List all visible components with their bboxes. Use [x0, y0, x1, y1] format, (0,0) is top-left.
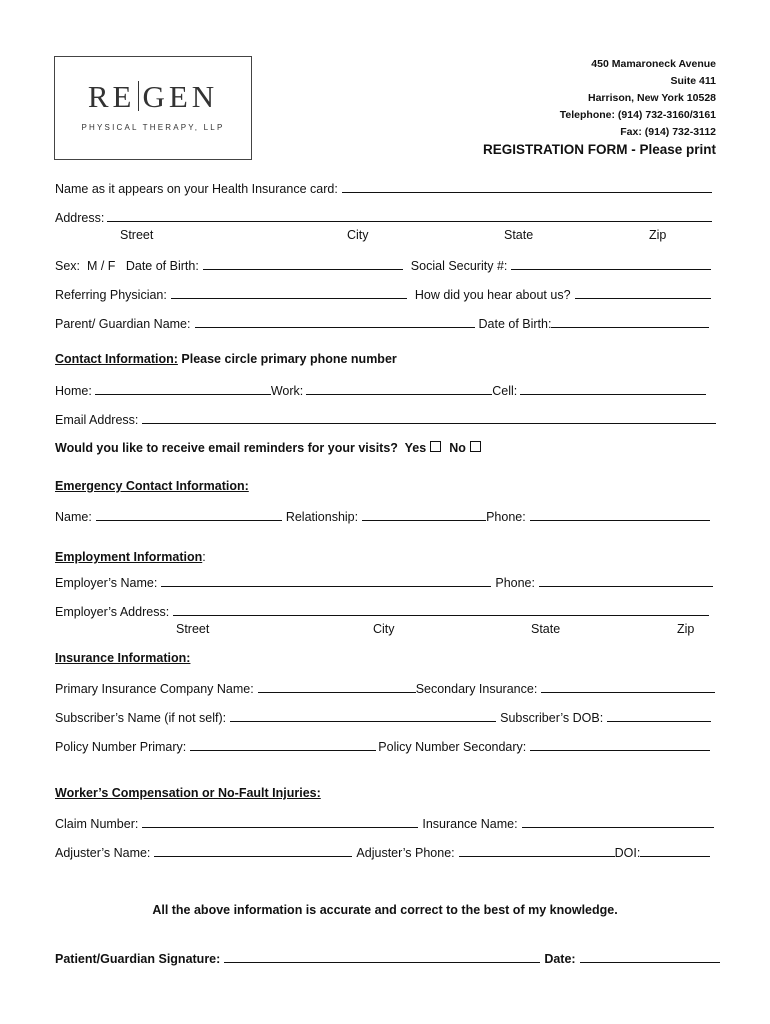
employment-colon: :	[202, 550, 206, 564]
adjuster-row	[55, 844, 710, 860]
relationship-label: Relationship:	[285, 510, 359, 524]
signature-row	[55, 950, 720, 966]
no-checkbox[interactable]	[470, 441, 481, 452]
subscriber-label: Subscriber’s Name (if not self):	[55, 711, 227, 725]
employer-street-caption: Street	[176, 622, 210, 636]
name-row	[55, 180, 712, 196]
employer-phone-field[interactable]	[539, 574, 713, 587]
accuracy-statement: All the above information is accurate and correct to the best of my knowledge.	[152, 903, 618, 917]
signature-date-label: Date:	[544, 952, 576, 966]
emergency-phone-field[interactable]	[530, 508, 710, 521]
contact-note: Please circle primary phone number	[177, 352, 397, 366]
signature-label: Patient/Guardian Signature:	[55, 952, 221, 966]
signature-date-field[interactable]	[580, 950, 720, 963]
address-row	[55, 209, 712, 225]
work-field[interactable]	[306, 382, 492, 395]
secondary-insurance-label: Secondary Insurance:	[415, 682, 538, 696]
sex-dob-label: Sex: M / F Date of Birth:	[55, 259, 199, 273]
subscriber-dob-label: Subscriber’s DOB:	[500, 711, 604, 725]
subscriber-row	[55, 709, 711, 725]
employer-zip-caption: Zip	[677, 622, 695, 636]
address-zip-caption: Zip	[649, 228, 667, 242]
policy-primary-label: Policy Number Primary:	[55, 740, 187, 754]
primary-insurance-label: Primary Insurance Company Name:	[55, 682, 254, 696]
no-label: No	[449, 441, 466, 455]
logo-wordmark: RE GEN	[87, 79, 219, 114]
address-state-caption: State	[504, 228, 534, 242]
address-city-caption: City	[347, 228, 369, 242]
hear-label: How did you hear about us?	[414, 288, 571, 302]
ssn-label: Social Security #:	[410, 259, 508, 273]
address-fax: Fax: (914) 732-3112	[620, 126, 716, 138]
claim-row	[55, 815, 714, 831]
address-field[interactable]	[107, 209, 712, 222]
policy-secondary-field[interactable]	[530, 738, 710, 751]
emergency-heading-row	[55, 479, 249, 493]
doi-label: DOI:	[614, 846, 641, 860]
guardian-field[interactable]	[195, 315, 475, 328]
emergency-row	[55, 508, 710, 524]
employer-address-field[interactable]	[173, 603, 709, 616]
adjuster-phone-field[interactable]	[459, 844, 615, 857]
email-field[interactable]	[142, 411, 716, 424]
address-label: Address:	[55, 211, 105, 225]
cell-field[interactable]	[520, 382, 706, 395]
work-label: Work:	[270, 384, 304, 398]
signature-field[interactable]	[224, 950, 540, 963]
employer-phone-label: Phone:	[495, 576, 535, 590]
address-telephone: Telephone: (914) 732-3160/3161	[559, 109, 716, 121]
policy-primary-field[interactable]	[190, 738, 376, 751]
emergency-heading: Emergency Contact Information:	[55, 479, 249, 493]
cell-label: Cell:	[492, 384, 518, 398]
home-field[interactable]	[95, 382, 271, 395]
subscriber-dob-field[interactable]	[607, 709, 711, 722]
address-street: 450 Mamaroneck Avenue	[591, 58, 716, 70]
employment-heading-row	[55, 550, 206, 564]
hear-field[interactable]	[575, 286, 711, 299]
doi-field[interactable]	[640, 844, 710, 857]
emergency-name-label: Name:	[55, 510, 92, 524]
adjuster-phone-label: Adjuster’s Phone:	[356, 846, 455, 860]
guardian-dob-field[interactable]	[551, 315, 709, 328]
referring-row	[55, 286, 711, 302]
employer-address-row	[55, 603, 709, 619]
employer-state-caption: State	[531, 622, 561, 636]
adjuster-label: Adjuster’s Name:	[55, 846, 151, 860]
insurance-heading: Insurance Information:	[55, 651, 191, 665]
ssn-field[interactable]	[511, 257, 711, 270]
policy-row	[55, 738, 710, 754]
adjuster-field[interactable]	[154, 844, 352, 857]
dob-field[interactable]	[203, 257, 403, 270]
emergency-name-field[interactable]	[96, 508, 282, 521]
insurance-heading-row	[55, 651, 190, 665]
reminders-row	[55, 441, 481, 455]
contact-heading: Contact Information:	[55, 352, 178, 366]
employer-row	[55, 574, 713, 590]
subscriber-field[interactable]	[230, 709, 496, 722]
clinic-address	[560, 56, 716, 141]
logo-subtitle: PHYSICAL THERAPY, LLP	[81, 123, 225, 132]
employer-address-label: Employer’s Address:	[55, 605, 170, 619]
phones-row	[55, 382, 706, 398]
form-title: REGISTRATION FORM - Please print	[482, 142, 716, 157]
email-label: Email Address:	[55, 413, 139, 427]
yes-checkbox[interactable]	[430, 441, 441, 452]
home-label: Home:	[55, 384, 92, 398]
insurance-name-label: Insurance Name:	[422, 817, 518, 831]
employer-name-label: Employer’s Name:	[55, 576, 158, 590]
address-street-caption: Street	[120, 228, 154, 242]
guardian-dob-label: Date of Birth:	[478, 317, 552, 331]
workers-heading-row	[55, 786, 321, 800]
referring-label: Referring Physician:	[55, 288, 167, 302]
emergency-phone-label: Phone:	[486, 510, 526, 524]
guardian-row	[55, 315, 709, 331]
secondary-insurance-field[interactable]	[541, 680, 715, 693]
guardian-label: Parent/ Guardian Name:	[55, 317, 191, 331]
contact-heading-row	[55, 352, 397, 366]
address-city: Harrison, New York 10528	[587, 92, 716, 104]
primary-insurance-field[interactable]	[258, 680, 416, 693]
name-label: Name as it appears on your Health Insurance card:	[55, 182, 338, 196]
workers-heading: Worker’s Compensation or No-Fault Injuries:	[55, 786, 321, 800]
reminders-label: Would you like to receive email reminders for your visits? Yes	[55, 441, 427, 455]
employer-name-field[interactable]	[161, 574, 491, 587]
referring-field[interactable]	[171, 286, 407, 299]
claim-label: Claim Number:	[55, 817, 139, 831]
claim-field[interactable]	[142, 815, 418, 828]
company-logo	[54, 56, 252, 160]
policy-secondary-label: Policy Number Secondary:	[378, 740, 527, 754]
address-suite: Suite 411	[670, 75, 716, 87]
insurance-name-field[interactable]	[522, 815, 714, 828]
insurance-primary-row	[55, 680, 715, 696]
sex-dob-row	[55, 257, 711, 273]
employer-city-caption: City	[373, 622, 395, 636]
name-field[interactable]	[342, 180, 712, 193]
email-row	[55, 411, 716, 427]
employment-heading: Employment Information	[55, 550, 203, 564]
relationship-field[interactable]	[362, 508, 486, 521]
